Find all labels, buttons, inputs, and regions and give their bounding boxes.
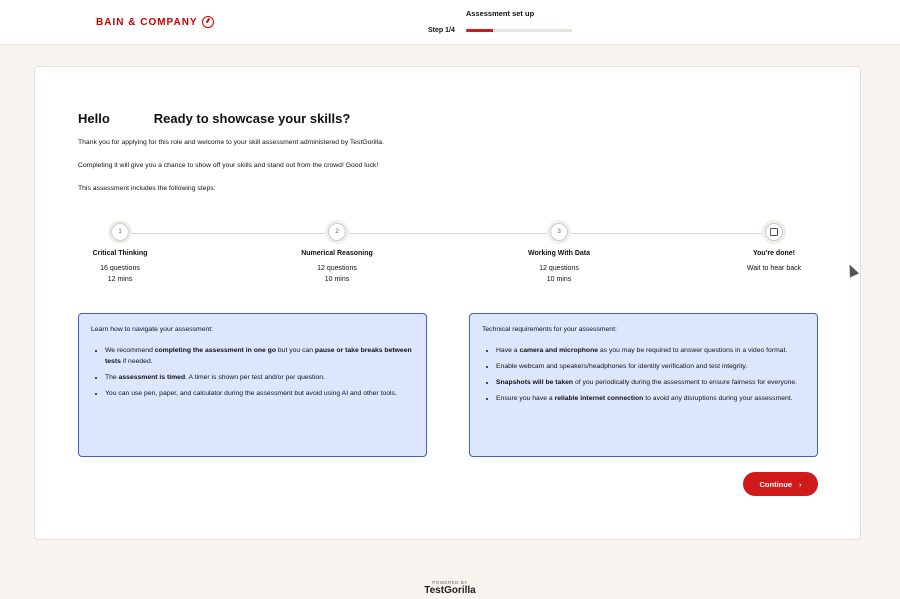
step-number-badge: 2 <box>328 223 346 241</box>
step-duration: 12 mins <box>107 276 133 283</box>
step-critical-thinking <box>50 223 190 285</box>
continue-button[interactable] <box>743 472 818 496</box>
chevron-right-icon: › <box>799 479 802 489</box>
done-checklist-icon <box>765 223 783 241</box>
list-item: • Have a camera and microphone as you may be required to answer questions in a video format. <box>496 345 805 356</box>
navigate-info-box <box>78 313 427 457</box>
tech-box-title: Technical requirements for your assessment: <box>482 326 617 333</box>
footer <box>0 580 900 596</box>
page-title <box>78 111 350 126</box>
top-bar <box>0 0 900 45</box>
list-item: • You can use pen, paper, and calculator during the assessment but avoid using AI and other tools. <box>105 388 414 399</box>
logo-text: BAIN & COMPANY <box>96 16 198 28</box>
intro-paragraph-1: Thank you for applying for this role and welcome to your skill assessment administered by TestGorilla. <box>78 139 384 146</box>
list-item: • Snapshots will be taken of you periodically during the assessment to ensure fairness for everyone. <box>496 377 805 388</box>
list-item: • Enable webcam and speakers/headphones for identity verification and test integrity. <box>496 361 805 372</box>
step-numerical-reasoning <box>267 223 407 285</box>
step-label: Step 1/4 <box>428 27 455 34</box>
continue-label: Continue <box>759 479 792 489</box>
list-item: • Ensure you have a reliable internet connection to avoid any disruptions during your assessment. <box>496 393 805 404</box>
step-duration: 10 mins <box>546 276 572 283</box>
step-title: Numerical Reasoning <box>301 250 373 257</box>
step-questions: 16 questions <box>100 265 140 272</box>
steps-connector-line <box>121 233 777 234</box>
setup-progress-bar <box>466 29 572 32</box>
list-item: • We recommend completing the assessment in one go but you can pause or take breaks between tests if needed. <box>105 345 414 367</box>
step-title: Working With Data <box>527 250 591 257</box>
navigate-box-title: Learn how to navigate your assessment: <box>91 326 214 333</box>
progress-fill <box>466 29 493 32</box>
technical-requirements-box <box>469 313 818 457</box>
step-questions: 12 questions <box>539 265 579 272</box>
greeting: Hello <box>78 111 110 126</box>
intro-paragraph-3: This assessment includes the following steps: <box>78 185 216 192</box>
step-done <box>704 223 844 274</box>
headline: Ready to showcase your skills? <box>153 111 351 126</box>
intro-paragraph-2: Completing it will give you a chance to show off your skills and stand out from the crowd! Good luck! <box>78 162 379 169</box>
step-questions: 12 questions <box>317 265 357 272</box>
list-item: • The assessment is timed. A timer is shown per test and/or per question. <box>105 372 414 383</box>
step-number-badge: 3 <box>550 223 568 241</box>
testgorilla-logo[interactable]: TestGorilla <box>424 585 476 596</box>
step-number-badge: 1 <box>111 223 129 241</box>
step-working-with-data <box>489 223 629 285</box>
step-duration: 10 mins <box>324 276 350 283</box>
setup-title: Assessment set up <box>465 9 535 18</box>
powered-by-label: POWERED BY <box>432 580 468 585</box>
step-subtitle: Wait to hear back <box>746 265 802 272</box>
step-title: Critical Thinking <box>92 250 148 257</box>
step-title: You're done! <box>753 250 795 257</box>
assessment-card <box>34 66 861 540</box>
